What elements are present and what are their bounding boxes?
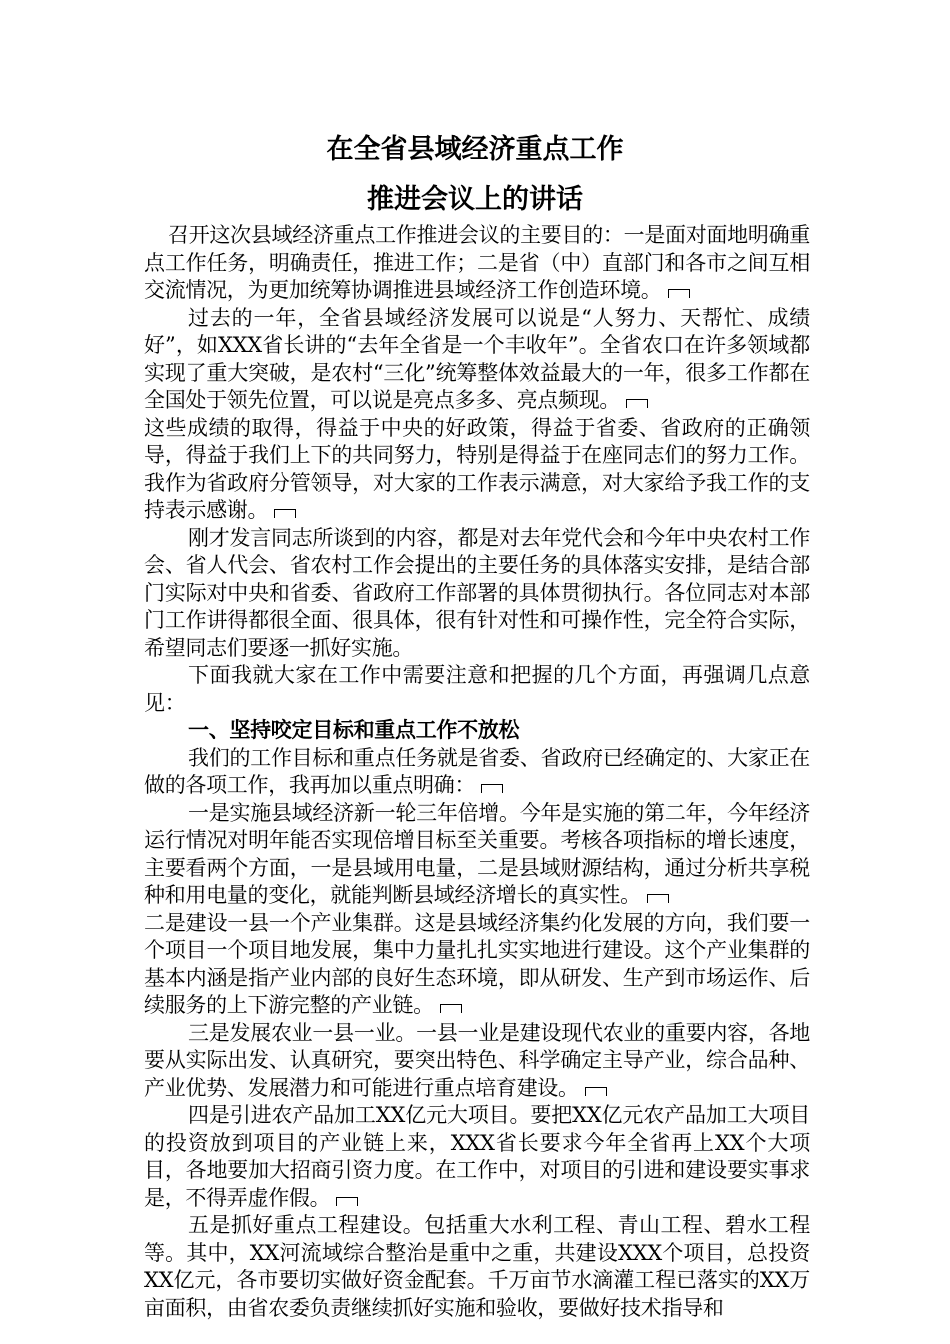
line-break-mark-icon	[274, 509, 296, 518]
line-break-mark-icon	[647, 894, 669, 903]
paragraph: 过去的一年，全省县域经济发展可以说是“人努力、天帮忙、成绩好”，如XXX省长讲的“去年全省是一个丰收年”。全省农口在许多领域都实现了重大突破，是农村“三化”统筹整体效益最大的一年，很多工作都在全国处于领先位置，可以说是亮点多多、亮点频现。	[144, 305, 810, 412]
paragraph: 下面我就大家在工作中需要注意和把握的几个方面，再强调几点意见：	[144, 663, 810, 715]
line-break-mark-icon	[668, 289, 690, 298]
line-break-mark-icon	[440, 1004, 462, 1013]
paragraph: 一是实施县域经济新一轮三年倍增。今年是实施的第二年，今年经济运行情况对明年能否实现倍增目标至关重要。考核各项指标的增长速度，主要看两个方面，一是县域用电量，二是县域财源结构，通过分析共享税种和用电量的变化，就能判断县域经济增长的真实性。	[144, 800, 810, 907]
document-title-line-1: 在全省县域经济重点工作	[326, 134, 624, 165]
paragraph: 三是发展农业一县一业。一县一业是建设现代农业的重要内容，各地要从实际出发、认真研究，要突出特色、科学确定主导产业，综合品种、产业优势、发展潜力和可能进行重点培育建设。	[144, 1020, 810, 1100]
line-break-mark-icon	[481, 784, 503, 793]
paragraph: 这些成绩的取得，得益于中央的好政策，得益于省委、省政府的正确领导，得益于我们上下的共同努力，特别是得益于在座同志们的努力工作。我作为省政府分管领导，对大家的工作表示满意，对大家给予我工作的支持表示感谢。	[144, 415, 810, 522]
paragraph: 刚才发言同志所谈到的内容，都是对去年党代会和今年中央农村工作会、省人代会、省农村工作会提出的主要任务的具体落实安排，是结合部门实际对中央和省委、省政府工作部署的具体贯彻执行。各位同志对本部门工作讲得都很全面、很具体，很有针对性和可操作性，完全符合实际，希望同志们要逐一抓好实施。	[144, 525, 810, 660]
document-title-line-2: 推进会议上的讲话	[367, 184, 583, 215]
paragraph: 二是建设一县一个产业集群。这是县域经济集约化发展的方向，我们要一个项目一个项目地发展，集中力量扎扎实实地进行建设。这个产业集群的基本内涵是指产业内部的良好生态环境，即从研发、生产到市场运作、后续服务的上下游完整的产业链。	[144, 910, 810, 1017]
paragraph: 四是引进农产品加工XX亿元大项目。要把XX亿元农产品加工大项目的投资放到项目的产业链上来，XXX省长要求今年全省再上XX个大项目，各地要加大招商引资力度。在工作中，对项目的引进和建设要实事求是，不得弄虚作假。	[144, 1103, 810, 1210]
paragraph: 我们的工作目标和重点任务就是省委、省政府已经确定的、大家正在做的各项工作，我再加以重点明确：	[144, 745, 810, 797]
paragraph: 召开这次县域经济重点工作推进会议的主要目的：一是面对面地明确重点工作任务，明确责任，推进工作；二是省（中）直部门和各市之间互相交流情况，为更加统筹协调推进县域经济工作创造环境。	[144, 223, 810, 302]
section-heading: 一、坚持咬定目标和重点工作不放松	[188, 718, 520, 742]
line-break-mark-icon	[336, 1197, 358, 1206]
paragraph: 五是抓好重点工程建设。包括重大水利工程、青山工程、碧水工程等。其中，XX河流域综合整治是重中之重，共建设XXX个项目，总投资XX亿元，各市要切实做好资金配套。千万亩节水滴灌工程已落实的XX万亩面积，由省农委负责继续抓好实施和验收，要做好技术指导和	[144, 1213, 810, 1320]
line-break-mark-icon	[585, 1087, 607, 1096]
line-break-mark-icon	[626, 399, 648, 408]
document-body	[144, 222, 810, 1322]
